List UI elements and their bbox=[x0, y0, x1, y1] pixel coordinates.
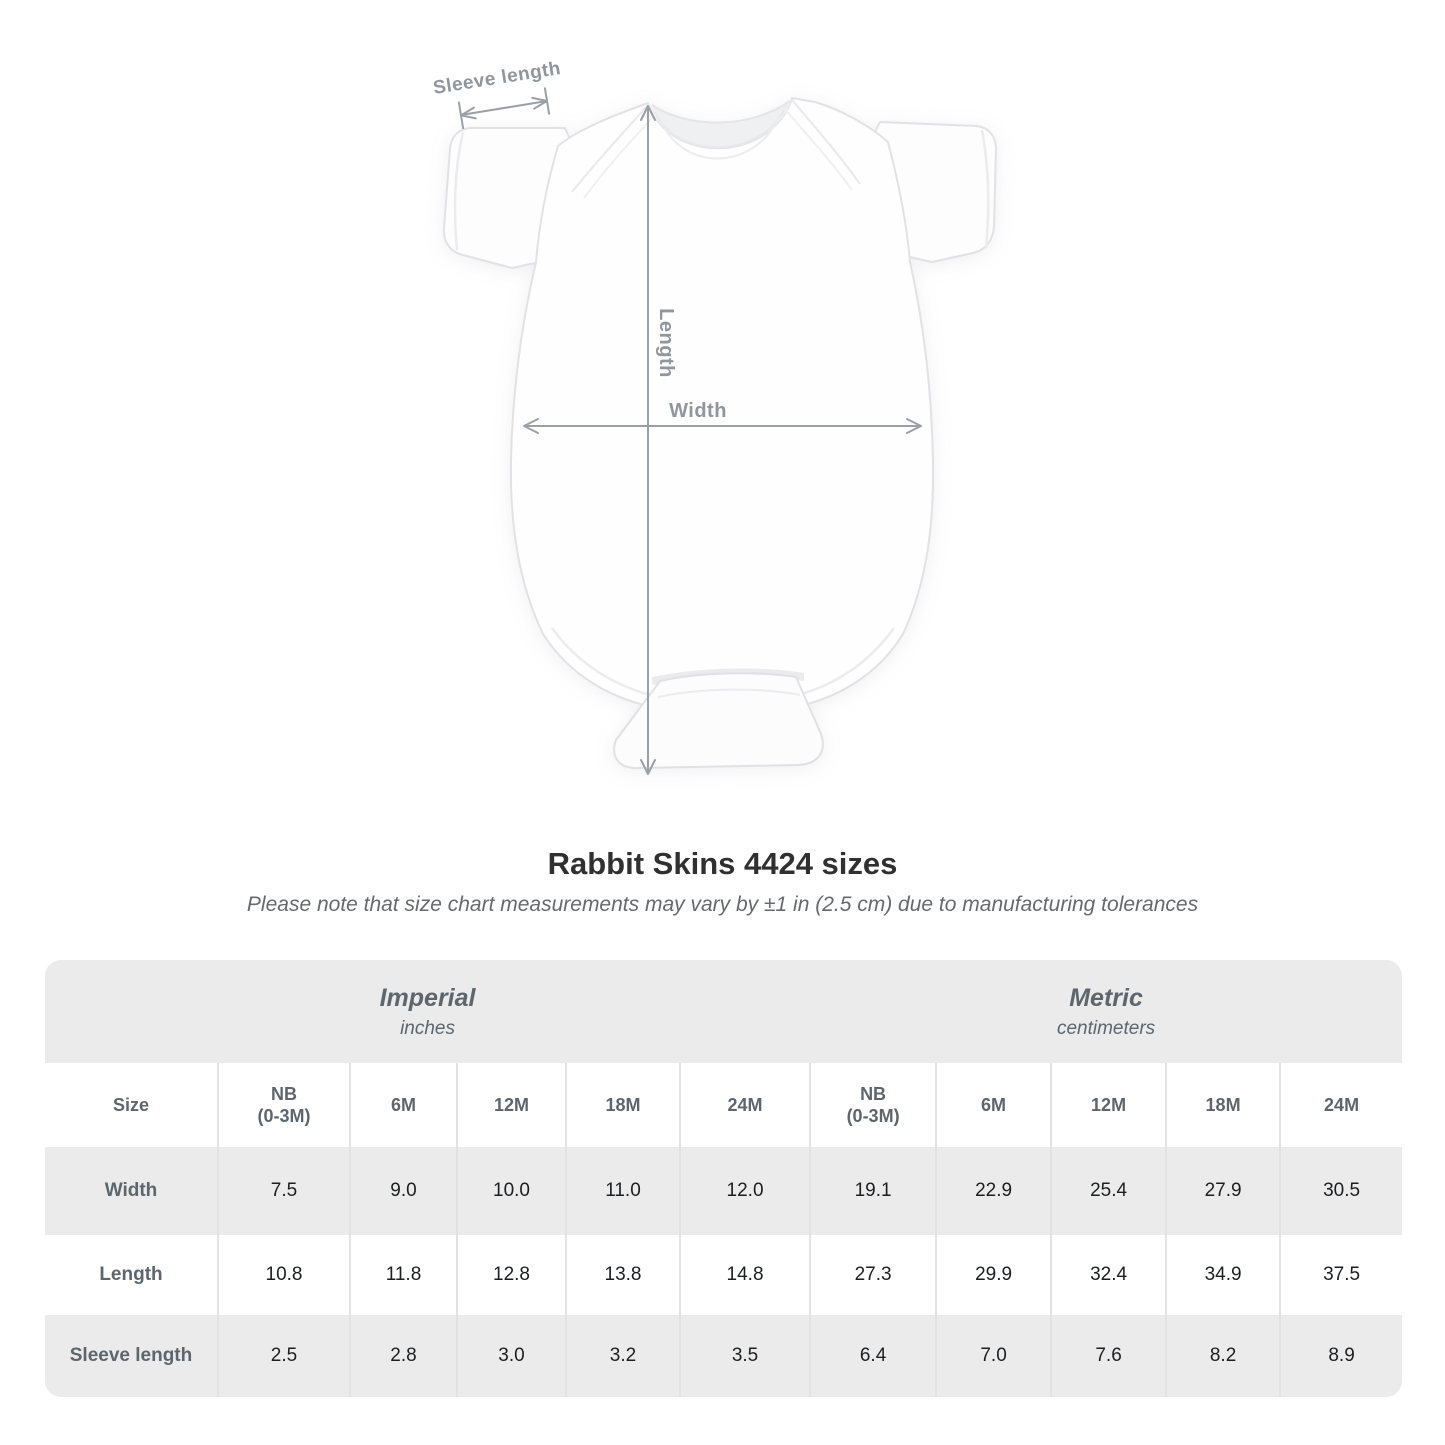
unit-header-row bbox=[45, 960, 1402, 1063]
length-24m-cm: 37.5 bbox=[1280, 1235, 1402, 1315]
sleeve-18m-cm: 8.2 bbox=[1166, 1315, 1280, 1397]
sleeve-length-arrow bbox=[459, 88, 549, 128]
row-label-sleeve-length: Sleeve length bbox=[69, 1345, 193, 1366]
sleeve-12m-in: 3.0 bbox=[457, 1315, 566, 1397]
length-label: Length bbox=[655, 308, 677, 378]
sleeve-24m-in: 3.5 bbox=[680, 1315, 810, 1397]
column-header-nb-imperial: NB (0-3M) bbox=[218, 1063, 350, 1147]
width-12m-cm: 25.4 bbox=[1051, 1147, 1166, 1235]
width-12m-in: 10.0 bbox=[457, 1147, 566, 1235]
width-18m-in: 11.0 bbox=[566, 1147, 680, 1235]
sleeve-6m-in: 2.8 bbox=[350, 1315, 457, 1397]
length-12m-in: 12.8 bbox=[457, 1235, 566, 1315]
length-12m-cm: 32.4 bbox=[1051, 1235, 1166, 1315]
size-header-row bbox=[45, 1063, 1402, 1147]
bodysuit-graphic bbox=[444, 98, 996, 768]
row-label-length: Length bbox=[99, 1264, 163, 1285]
width-label: Width bbox=[669, 400, 727, 422]
sleeve-18m-in: 3.2 bbox=[566, 1315, 680, 1397]
width-row bbox=[45, 1147, 1402, 1235]
column-header-nb-metric: NB (0-3M) bbox=[810, 1063, 936, 1147]
imperial-label: Imperial bbox=[379, 983, 476, 1012]
page-title: Rabbit Skins 4424 sizes bbox=[547, 846, 898, 881]
row-label-width: Width bbox=[104, 1180, 158, 1201]
imperial-group-header bbox=[45, 960, 810, 1063]
sleeve-24m-cm: 8.9 bbox=[1280, 1315, 1402, 1397]
column-header-18m-imperial: 18M bbox=[566, 1063, 680, 1147]
sleeve-12m-cm: 7.6 bbox=[1051, 1315, 1166, 1397]
width-18m-cm: 27.9 bbox=[1166, 1147, 1280, 1235]
length-6m-in: 11.8 bbox=[350, 1235, 457, 1315]
length-24m-in: 14.8 bbox=[680, 1235, 810, 1315]
column-header-6m-imperial: 6M bbox=[350, 1063, 457, 1147]
imperial-unit-label: inches bbox=[400, 1017, 455, 1039]
length-row bbox=[45, 1235, 1402, 1315]
width-6m-cm: 22.9 bbox=[936, 1147, 1051, 1235]
length-6m-cm: 29.9 bbox=[936, 1235, 1051, 1315]
width-24m-in: 12.0 bbox=[680, 1147, 810, 1235]
column-header-12m-imperial: 12M bbox=[457, 1063, 566, 1147]
sleeve-nb-in: 2.5 bbox=[218, 1315, 350, 1397]
sleeve-length-label: Sleeve length bbox=[431, 58, 563, 99]
length-nb-cm: 27.3 bbox=[810, 1235, 936, 1315]
length-18m-cm: 34.9 bbox=[1166, 1235, 1280, 1315]
length-nb-in: 10.8 bbox=[218, 1235, 350, 1315]
column-header-12m-metric: 12M bbox=[1051, 1063, 1166, 1147]
width-nb-in: 7.5 bbox=[218, 1147, 350, 1235]
metric-unit-label: centimeters bbox=[1056, 1017, 1156, 1039]
size-table-container bbox=[45, 960, 1402, 1397]
sleeve-nb-cm: 6.4 bbox=[810, 1315, 936, 1397]
width-nb-cm: 19.1 bbox=[810, 1147, 936, 1235]
metric-label: Metric bbox=[1069, 983, 1143, 1012]
size-column-header: Size bbox=[112, 1095, 150, 1115]
column-header-6m-metric: 6M bbox=[936, 1063, 1051, 1147]
size-table bbox=[45, 960, 1402, 1397]
length-18m-in: 13.8 bbox=[566, 1235, 680, 1315]
column-header-24m-imperial: 24M bbox=[680, 1063, 810, 1147]
sleeve-length-row bbox=[45, 1315, 1402, 1397]
column-header-24m-metric: 24M bbox=[1280, 1063, 1402, 1147]
width-6m-in: 9.0 bbox=[350, 1147, 457, 1235]
sleeve-6m-cm: 7.0 bbox=[936, 1315, 1051, 1397]
metric-group-header bbox=[810, 960, 1402, 1063]
heading-block bbox=[0, 846, 1445, 918]
tolerance-note: Please note that size chart measurements may vary by ±1 in (2.5 cm) due to manufacturing tolerances bbox=[246, 893, 1199, 916]
width-24m-cm: 30.5 bbox=[1280, 1147, 1402, 1235]
column-header-18m-metric: 18M bbox=[1166, 1063, 1280, 1147]
